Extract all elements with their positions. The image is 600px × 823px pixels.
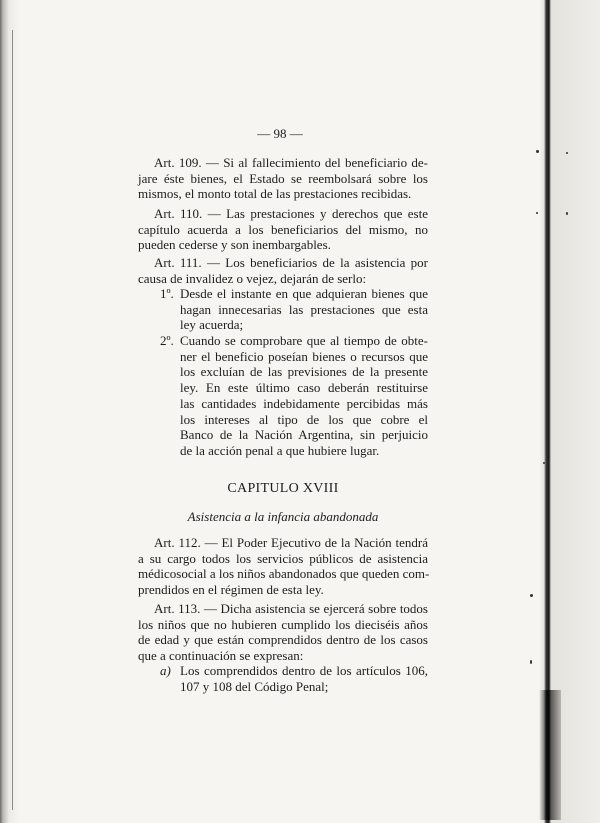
article-113-line: los niños que no hubieren cumplido los dieciséis años [138, 616, 428, 632]
scan-speck [566, 212, 568, 215]
list-item-2-line: Cuando se comprobare que al tiempo de obte- [180, 333, 428, 348]
article-112-line: a su cargo todos los servicios públicos de asistencia [138, 550, 428, 566]
article-113 [138, 601, 428, 664]
list-item-2 [180, 333, 428, 459]
list-item-2-line: ner el beneficio poseían bienes o recursos que [180, 348, 428, 364]
article-109-line: mismos, el monto total de las prestaciones recibidas. [138, 186, 412, 202]
article-111 [138, 255, 428, 286]
right-edge-shadow [539, 690, 561, 820]
list-item-1-line: hagan innecesarias las prestaciones que esta [180, 301, 428, 317]
list-item-a-line: Los comprendidos dentro de los artículos 106, [180, 663, 428, 678]
article-113-line: de edad y que están comprendidos dentro de los casos [138, 632, 428, 648]
left-page-edge [0, 0, 20, 823]
list-item-2-line: las cantidades indebidamente percibidas más [180, 395, 428, 411]
list-marker-a: a) [160, 663, 171, 678]
list-item-2-line: de la acción penal a que hubiere lugar. [180, 442, 380, 458]
scan-speck [543, 462, 545, 464]
left-binding-line [12, 30, 13, 810]
list-marker-1: 1º. [160, 286, 174, 301]
article-112-line: médicosocial a los niños abandonados que queden com- [138, 566, 430, 582]
article-109 [138, 155, 428, 202]
article-112-line: Art. 112. — El Poder Ejecutivo de la Nación tendrá [154, 535, 428, 550]
article-113-line: que a continuación se expresan: [138, 648, 304, 664]
scan-speck [536, 212, 538, 214]
list-item-2-line: los intereses al tipo de los que cobre el [180, 411, 428, 427]
list-item-2-line: Banco de la Nación Argentina, sin perjuicio [180, 427, 428, 443]
list-item-1 [180, 286, 428, 333]
chapter-subtitle: Asistencia a la infancia abandonada [187, 509, 379, 524]
list-item-2-line: los excluían de las previsiones de la presente [180, 364, 428, 380]
article-109-line: Art. 109. — Si al fallecimiento del beneficiario de- [154, 155, 428, 170]
scan-speck [530, 660, 532, 664]
article-112-line: prendidos en el régimen de esta ley. [138, 582, 324, 598]
article-112 [138, 535, 428, 598]
list-marker-2: 2º. [160, 333, 174, 348]
scan-speck [530, 594, 533, 597]
article-113-line: Art. 113. — Dicha asistencia se ejercerá sobre todos [154, 601, 428, 616]
chapter-heading: CAPITULO XVIII [227, 481, 339, 496]
list-item-1-line: ley acuerda; [180, 317, 244, 333]
article-110-line: capítulo acuerda a los beneficiarios del mismo, no [138, 221, 428, 237]
page-number: — 98 — [257, 126, 303, 141]
article-110-line: pueden cederse y son inembargables. [138, 237, 331, 253]
list-item-1-line: Desde el instante en que adquieran bienes que [180, 286, 428, 301]
scan-speck [536, 150, 539, 153]
article-110 [138, 206, 428, 253]
article-111-line: Art. 111. — Los beneficiarios de la asistencia por [154, 255, 428, 270]
scan-speck [566, 152, 568, 154]
list-item-a-line: 107 y 108 del Código Penal; [180, 678, 329, 694]
article-110-line: Art. 110. — Las prestaciones y derechos que este [154, 206, 428, 221]
article-111-line: causa de invalidez o vejez, dejarán de serlo: [138, 270, 367, 286]
article-109-line: jare éste bienes, el Estado se reembolsará sobre los [138, 170, 428, 186]
list-item-a [180, 663, 428, 694]
list-item-2-line: ley. En este último caso deberán restituirse [180, 380, 428, 396]
